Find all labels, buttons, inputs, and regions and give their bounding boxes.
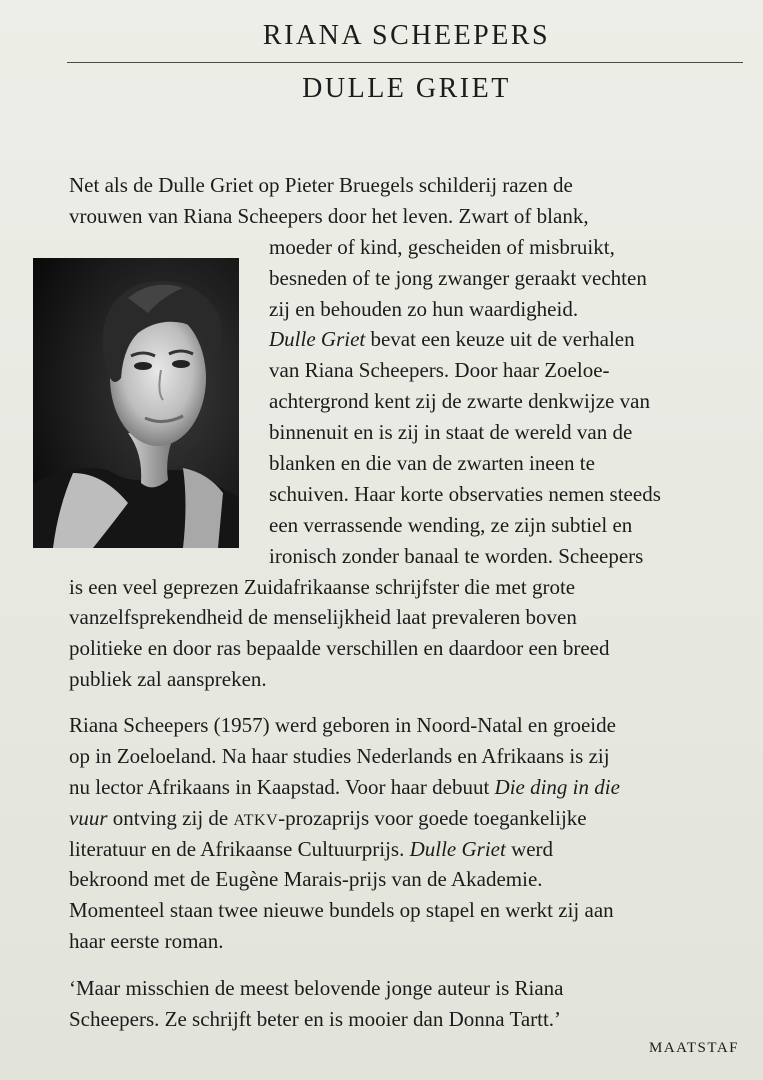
blurb-paragraph-1 — [69, 170, 739, 695]
text-line: ironisch zonder banaal te worden. Scheepers — [269, 543, 644, 568]
text-line — [69, 834, 739, 865]
text-line: vrouwen van Riana Scheepers door het leven. Zwart of blank, — [69, 203, 589, 228]
text-line: Riana Scheepers (1957) werd geboren in Noord-Natal en groeide — [69, 713, 616, 737]
text-line: van Riana Scheepers. Door haar Zoeloe- — [269, 358, 610, 383]
text-line: een verrassende wending, ze zijn subtiel en — [269, 512, 633, 537]
text-line: besneden of te jong zwanger geraakt vechten — [269, 265, 647, 290]
debut-title-italic: vuur — [69, 805, 108, 830]
text-line: binnenuit en is zij in staat de wereld van de — [269, 420, 633, 445]
text-line: blanken en die van de zwarten ineen te — [269, 451, 595, 476]
book-title: DULLE GRIET — [302, 73, 511, 104]
text-line: op in Zoeloeland. Na haar studies Nederlands en Afrikaans is zij — [69, 743, 610, 768]
text-line: is een veel geprezen Zuidafrikaanse schrijfster die met grote — [69, 574, 576, 599]
text-line: politieke en door ras bepaalde verschillen en daardoor een breed — [69, 636, 610, 661]
text-fragment: -prozaprijs voor goede toegankelijke — [278, 805, 587, 830]
text-line: ‘Maar misschien de meest belovende jonge auteur is Riana — [69, 976, 564, 1000]
header-rule — [67, 62, 743, 63]
text-fragment: werd — [505, 836, 554, 861]
blurb-paragraph-2 — [69, 710, 739, 957]
text-fragment: nu lector Afrikaans in Kaapstad. Voor haar debuut — [69, 774, 495, 799]
author-name: RIANA SCHEEPERS — [262, 20, 551, 51]
text-fragment: literatuur en de Afrikaanse Cultuurprijs. — [69, 836, 410, 861]
text-line: moeder of kind, gescheiden of misbruikt, — [269, 234, 615, 259]
text-line: Net als de Dulle Griet op Pieter Bruegels schilderij razen de — [69, 173, 573, 197]
text-line: publiek zal aanspreken. — [69, 667, 267, 692]
review-quote — [69, 973, 739, 1035]
book-title-italic: Dulle Griet — [269, 327, 366, 352]
text-line — [69, 772, 739, 803]
text-line: achtergrond kent zij de zwarte denkwijze van — [269, 389, 650, 414]
book-title-italic: Dulle Griet — [409, 836, 506, 861]
text-line: zij en behouden zo hun waardigheid. — [269, 296, 579, 321]
text-line: Scheepers. Ze schrijft beter en is mooier dan Donna Tartt.’ — [69, 1006, 562, 1031]
text-line — [69, 803, 739, 834]
text-line: schuiven. Haar korte observaties nemen steeds — [269, 481, 661, 506]
text-line: haar eerste roman. — [69, 929, 224, 954]
text-line: Momenteel staan twee nieuwe bundels op stapel en werkt zij aan — [69, 898, 614, 923]
text-fragment: bevat een keuze uit de verhalen — [365, 327, 635, 352]
atkv-small-caps: ATKV — [233, 811, 279, 829]
text-line: bekroond met de Eugène Marais-prijs van de Akademie. — [69, 867, 543, 892]
text-line — [69, 324, 739, 355]
text-line: vanzelfsprekendheid de menselijkheid laat prevaleren boven — [69, 605, 577, 630]
debut-title-italic: Die ding in die — [494, 774, 620, 799]
text-fragment: ontving zij de — [107, 805, 234, 830]
quote-source: MAATSTAF — [649, 1040, 739, 1056]
